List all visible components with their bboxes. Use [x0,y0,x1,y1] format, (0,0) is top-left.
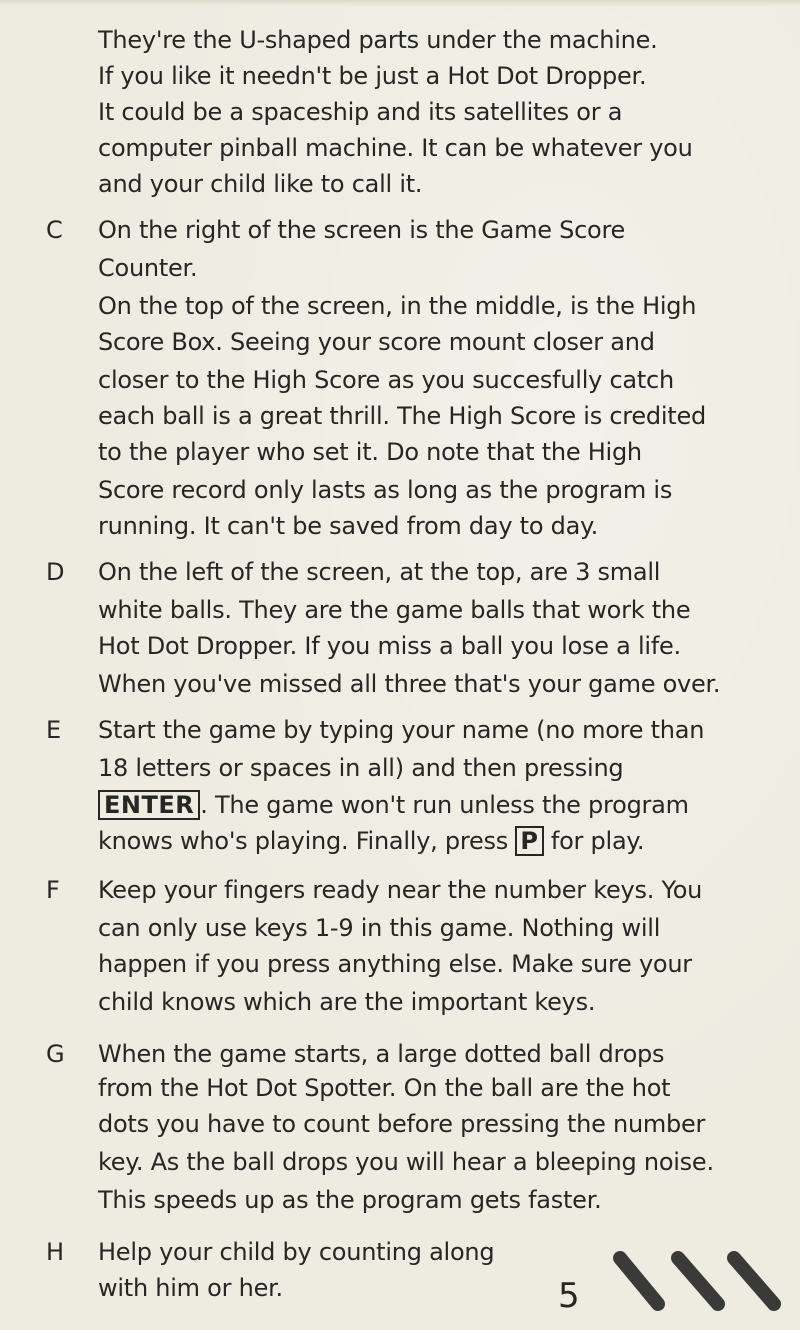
item-e-line-1: Start the game by typing your name (no more than [98,716,705,744]
intro-line-1: They're the U-shaped parts under the machine. [98,26,658,54]
item-c-line-2: Counter. [98,254,198,282]
intro-line-2: If you like it needn't be just a Hot Dot Dropper. [98,62,647,90]
item-g-line-1: When the game starts, a large dotted ball drops [98,1040,665,1068]
item-e-line-4-end: for play. [550,827,645,855]
intro-line-3: It could be a spaceship and its satellites or a [98,98,623,126]
item-f-line-2: can only use keys 1-9 in this game. Nothing will [98,914,661,942]
item-letter-c: C [46,216,63,244]
item-letter-h: H [46,1238,65,1266]
item-d-line-4: When you've missed all three that's your game over. [98,670,721,698]
item-c-line-9: running. It can't be saved from day to day. [98,512,598,540]
item-letter-f: F [46,876,60,904]
item-c-line-7: to the player who set it. Do note that the High [98,438,642,466]
intro-line-4: computer pinball machine. It can be whatever you [98,134,693,162]
item-d-line-1: On the left of the screen, at the top, are 3 small [98,558,661,586]
item-letter-e: E [46,716,62,744]
slash-stripes-icon [600,1240,790,1320]
page-number: 5 [558,1276,580,1316]
item-c-line-3: On the top of the screen, in the middle, is the High [98,292,697,320]
item-e-line-4-text: knows who's playing. Finally, press [98,827,509,855]
intro-line-5: and your child like to call it. [98,170,423,198]
enter-key-icon: ENTER [98,790,200,820]
item-f-line-3: happen if you press anything else. Make sure your [98,950,692,978]
item-g-line-4: key. As the ball drops you will hear a bleeping noise. [98,1148,714,1176]
p-key-icon: P [515,826,543,856]
item-g-line-5: This speeds up as the program gets faster. [98,1186,602,1214]
item-c-line-6: each ball is a great thrill. The High Score is credited [98,402,706,430]
item-e-line-3 [98,790,689,820]
item-letter-d: D [46,558,65,586]
item-e-line-3-text: . The game won't run unless the program [200,791,689,819]
top-edge [0,0,800,6]
item-c-line-5: closer to the High Score as you succesfully catch [98,366,674,394]
item-d-line-3: Hot Dot Dropper. If you miss a ball you lose a life. [98,632,681,660]
item-c-line-8: Score record only lasts as long as the program is [98,476,673,504]
item-e-line-4 [98,826,644,856]
item-letter-g: G [46,1040,65,1068]
item-g-line-2: from the Hot Dot Spotter. On the ball are the hot [98,1074,671,1102]
item-h-line-2: with him or her. [98,1274,283,1302]
item-e-line-2: 18 letters or spaces in all) and then pressing [98,754,624,782]
item-f-line-4: child knows which are the important keys. [98,988,596,1016]
item-h-line-1: Help your child by counting along [98,1238,495,1266]
item-c-line-4: Score Box. Seeing your score mount closer and [98,328,655,356]
item-g-line-3: dots you have to count before pressing the number [98,1110,706,1138]
item-d-line-2: white balls. They are the game balls that work the [98,596,691,624]
item-f-line-1: Keep your fingers ready near the number keys. You [98,876,703,904]
item-c-line-1: On the right of the screen is the Game Score [98,216,626,244]
